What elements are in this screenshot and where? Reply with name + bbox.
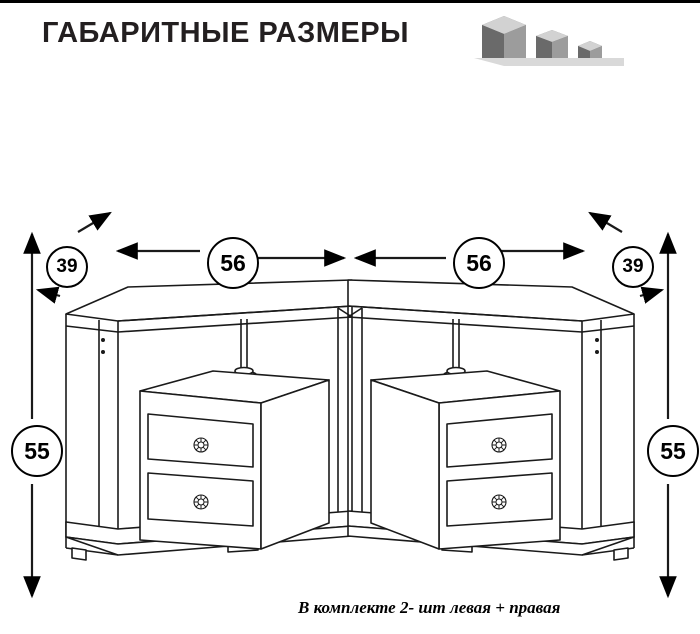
dimension-badge-width-left: 56 [207,237,259,289]
page-title: ГАБАРИТНЫЕ РАЗМЕРЫ [42,17,410,49]
dimension-badge-depth-left: 39 [46,246,88,288]
nightstand-right-drawing [348,280,634,560]
depth-right-arrow-down [640,290,662,296]
furniture-line-drawing [0,74,700,629]
dimension-badge-width-right: 56 [453,237,505,289]
dimension-badge-depth-right: 39 [612,246,654,288]
depth-left-arrow-up [78,213,110,232]
dimension-badge-height-right: 55 [647,425,699,477]
diagram-caption: В комплекте 2- шт левая + правая [298,598,561,617]
page-header [0,0,700,74]
depth-left-arrow-down [38,290,60,296]
nightstand-left-drawing [66,280,352,560]
header-top-rule [0,0,700,3]
dimension-drawing [0,74,700,629]
dimension-badge-height-left: 55 [11,425,63,477]
three-boxes-icon [474,8,624,68]
depth-right-arrow-up [590,213,622,232]
